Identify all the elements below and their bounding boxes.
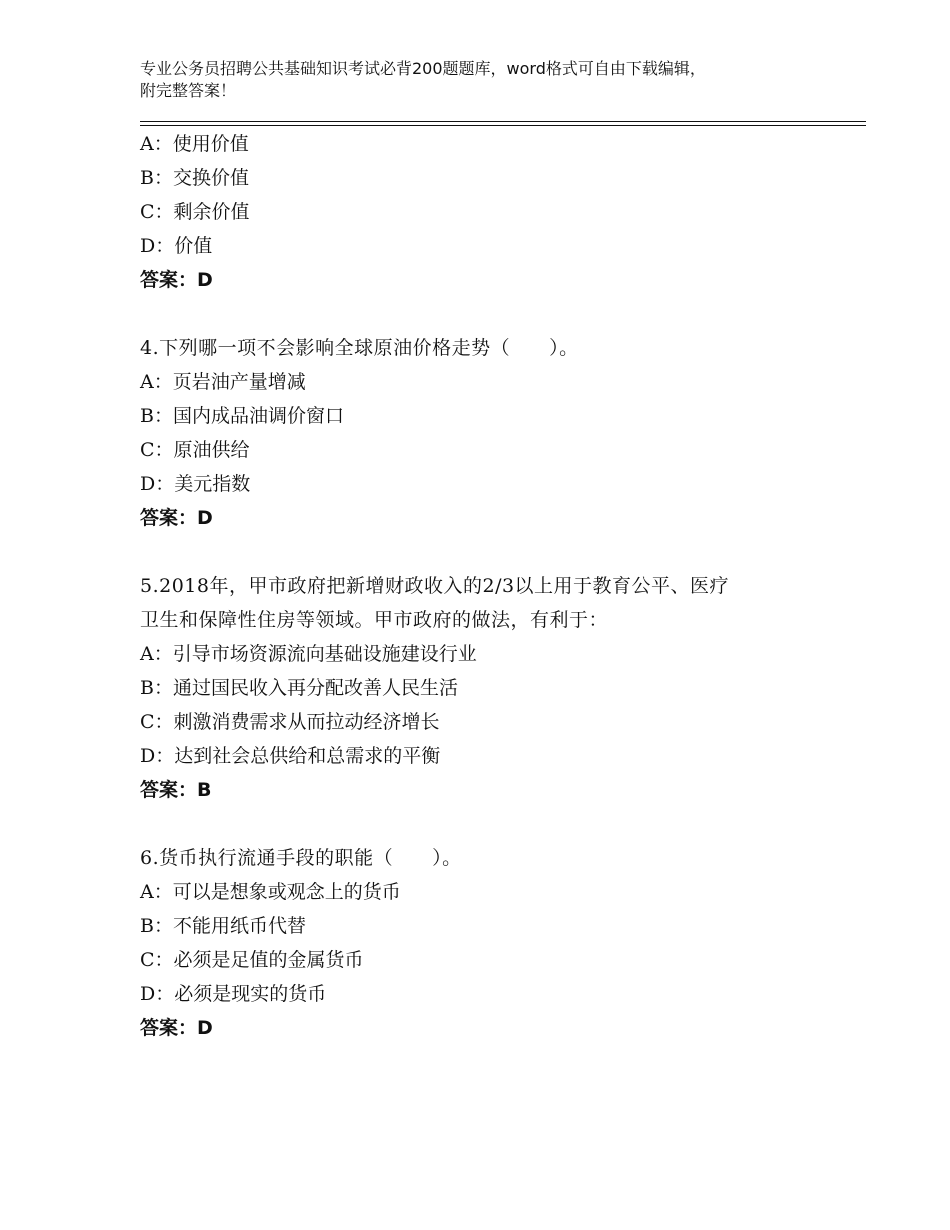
option-a: A：使用价值 bbox=[140, 133, 249, 155]
question-list bbox=[140, 127, 820, 1045]
option-a: A：页岩油产量增减 bbox=[140, 371, 306, 393]
header-line-1: 专业公务员招聘公共基础知识考试必背200题题库，word格式可自由下载编辑， bbox=[140, 59, 706, 78]
header-line-2: 附完整答案！ bbox=[140, 81, 237, 100]
option-a: A：引导市场资源流向基础设施建设行业 bbox=[140, 643, 477, 665]
option-d: D：必须是现实的货币 bbox=[140, 983, 327, 1005]
answer-line: 答案：D bbox=[140, 1017, 213, 1039]
option-c: C：剩余价值 bbox=[140, 201, 250, 223]
option-c: C：必须是足值的金属货币 bbox=[140, 949, 364, 971]
question-stem-line-2: 卫生和保障性住房等领域。甲市政府的做法，有利于： bbox=[140, 609, 609, 631]
question-stem-line-1: 5.2018年，甲市政府把新增财政收入的2/3以上用于教育公平、医疗 bbox=[140, 575, 730, 597]
option-c: C：刺激消费需求从而拉动经济增长 bbox=[140, 711, 440, 733]
question-5 bbox=[140, 569, 820, 807]
option-c: C：原油供给 bbox=[140, 439, 250, 461]
option-d: D：价值 bbox=[140, 235, 213, 257]
spacer bbox=[140, 535, 820, 569]
spacer bbox=[140, 297, 820, 331]
answer-line: 答案：B bbox=[140, 779, 212, 801]
question-4 bbox=[140, 331, 820, 535]
header-divider-bottom bbox=[140, 125, 866, 126]
option-b: B：不能用纸币代替 bbox=[140, 915, 306, 937]
option-b: B：通过国民收入再分配改善人民生活 bbox=[140, 677, 458, 699]
option-b: B：交换价值 bbox=[140, 167, 249, 189]
option-d: D：美元指数 bbox=[140, 473, 251, 495]
option-a: A：可以是想象或观念上的货币 bbox=[140, 881, 401, 903]
option-d: D：达到社会总供给和总需求的平衡 bbox=[140, 745, 441, 767]
option-b: B：国内成品油调价窗口 bbox=[140, 405, 344, 427]
answer-line: 答案：D bbox=[140, 507, 213, 529]
spacer bbox=[140, 807, 820, 841]
answer-line: 答案：D bbox=[140, 269, 213, 291]
page-header bbox=[140, 58, 840, 102]
question-3 bbox=[140, 127, 820, 297]
question-stem: 4.下列哪一项不会影响全球原油价格走势（ ）。 bbox=[140, 337, 579, 359]
header-divider-top bbox=[140, 121, 866, 122]
question-stem: 6.货币执行流通手段的职能（ ）。 bbox=[140, 847, 462, 869]
question-6 bbox=[140, 841, 820, 1045]
